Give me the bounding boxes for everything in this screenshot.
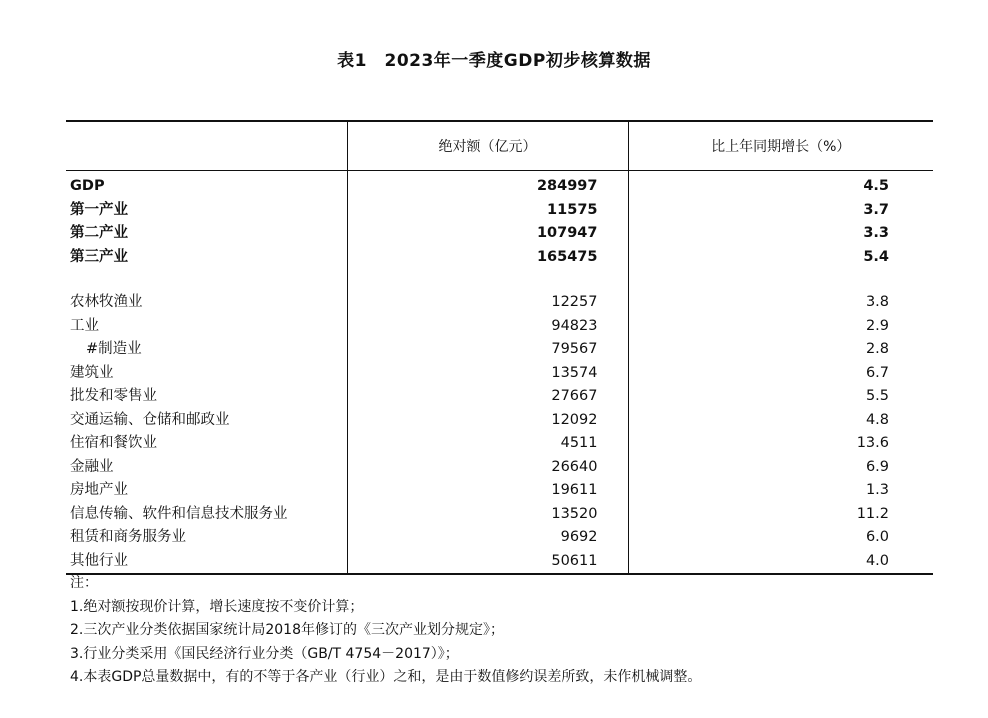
note-item: 2.三次产业分类依据国家统计局2018年修订的《三次产业划分规定》； [70, 622, 504, 638]
row-name: 第三产业 [70, 248, 128, 265]
row-name: 交通运输、仓储和邮政业 [70, 411, 230, 428]
row-growth: 5.5 [865, 388, 889, 404]
table-row [66, 526, 933, 550]
row-growth: 1.3 [865, 482, 889, 498]
row-value: 165475 [347, 246, 628, 270]
row-value: 50611 [347, 550, 628, 575]
row-value: 107947 [347, 222, 628, 246]
row-value: 12257 [347, 291, 628, 315]
table-row [66, 432, 933, 456]
row-value: 13520 [347, 503, 628, 527]
notes-heading: 注： [70, 575, 98, 591]
row-growth: 6.0 [865, 529, 889, 545]
row-growth: 6.7 [865, 364, 889, 381]
row-value: 12092 [347, 409, 628, 433]
row-value: 19611 [347, 479, 628, 503]
row-growth: 5.4 [863, 248, 889, 265]
row-growth: 3.8 [865, 294, 889, 310]
row-name: 住宿和餐饮业 [70, 435, 157, 451]
table-row [66, 409, 933, 433]
row-name: 建筑业 [70, 364, 114, 381]
row-name: 房地产业 [70, 482, 128, 498]
row-value: 4511 [347, 432, 628, 456]
header-category [66, 121, 347, 171]
row-name: #制造业 [86, 341, 142, 357]
row-name: GDP [70, 178, 105, 194]
row-growth: 4.0 [628, 550, 933, 575]
table-row [66, 385, 933, 409]
row-name: 批发和零售业 [70, 388, 157, 404]
row-value: 9692 [347, 526, 628, 550]
table-row [66, 222, 933, 246]
row-growth: 2.9 [865, 317, 889, 334]
row-value: 79567 [347, 338, 628, 362]
note-item: 1.绝对额按现价计算，增长速度按不变价计算； [70, 598, 364, 615]
row-name: 信息传输、软件和信息技术服务业 [70, 505, 288, 522]
header-absolute-value: 绝对额（亿元） [347, 121, 628, 171]
table-row [66, 503, 933, 527]
table-row [66, 479, 933, 503]
row-value: 284997 [347, 171, 628, 199]
table-row [66, 291, 933, 315]
table-title: 表1 2023年一季度GDP初步核算数据 [337, 51, 651, 71]
row-name: 第一产业 [70, 201, 128, 218]
note-item: 4.本表GDP总量数据中，有的不等于各产业（行业）之和，是由于数值修约误差所致，未作机械调整。 [70, 669, 702, 685]
table-header-row [66, 121, 933, 171]
table-row [66, 171, 933, 199]
table-row [66, 199, 933, 223]
row-name: 第二产业 [70, 225, 128, 241]
note-item: 3.行业分类采用《国民经济行业分类（GB/T 4754－2017）》； [70, 645, 459, 662]
row-growth: 3.7 [863, 201, 889, 218]
table-row [66, 315, 933, 339]
row-growth: 11.2 [856, 505, 889, 522]
table-row [66, 362, 933, 386]
row-value: 13574 [347, 362, 628, 386]
row-name: 租赁和商务服务业 [70, 529, 186, 545]
table-row [66, 550, 933, 575]
table-row [66, 456, 933, 480]
row-growth: 3.3 [863, 225, 889, 241]
row-value: 26640 [347, 456, 628, 480]
row-value: 94823 [347, 315, 628, 339]
table-row [66, 338, 933, 362]
row-growth: 4.8 [865, 411, 889, 428]
table-spacer-row [66, 269, 933, 291]
header-growth-rate: 比上年同期增长（%） [628, 121, 933, 171]
table-notes [70, 572, 701, 690]
gdp-table [66, 120, 933, 575]
table-row [66, 246, 933, 270]
gdp-table-container [66, 120, 933, 575]
row-value: 27667 [347, 385, 628, 409]
row-growth: 13.6 [856, 435, 889, 451]
row-name: 其他行业 [66, 550, 347, 575]
row-name: 农林牧渔业 [70, 294, 143, 310]
row-growth: 6.9 [865, 458, 889, 475]
row-value: 11575 [347, 199, 628, 223]
row-name: 工业 [70, 317, 99, 334]
row-name: 金融业 [70, 458, 114, 475]
row-growth: 2.8 [865, 341, 889, 357]
row-growth: 4.5 [863, 178, 889, 194]
